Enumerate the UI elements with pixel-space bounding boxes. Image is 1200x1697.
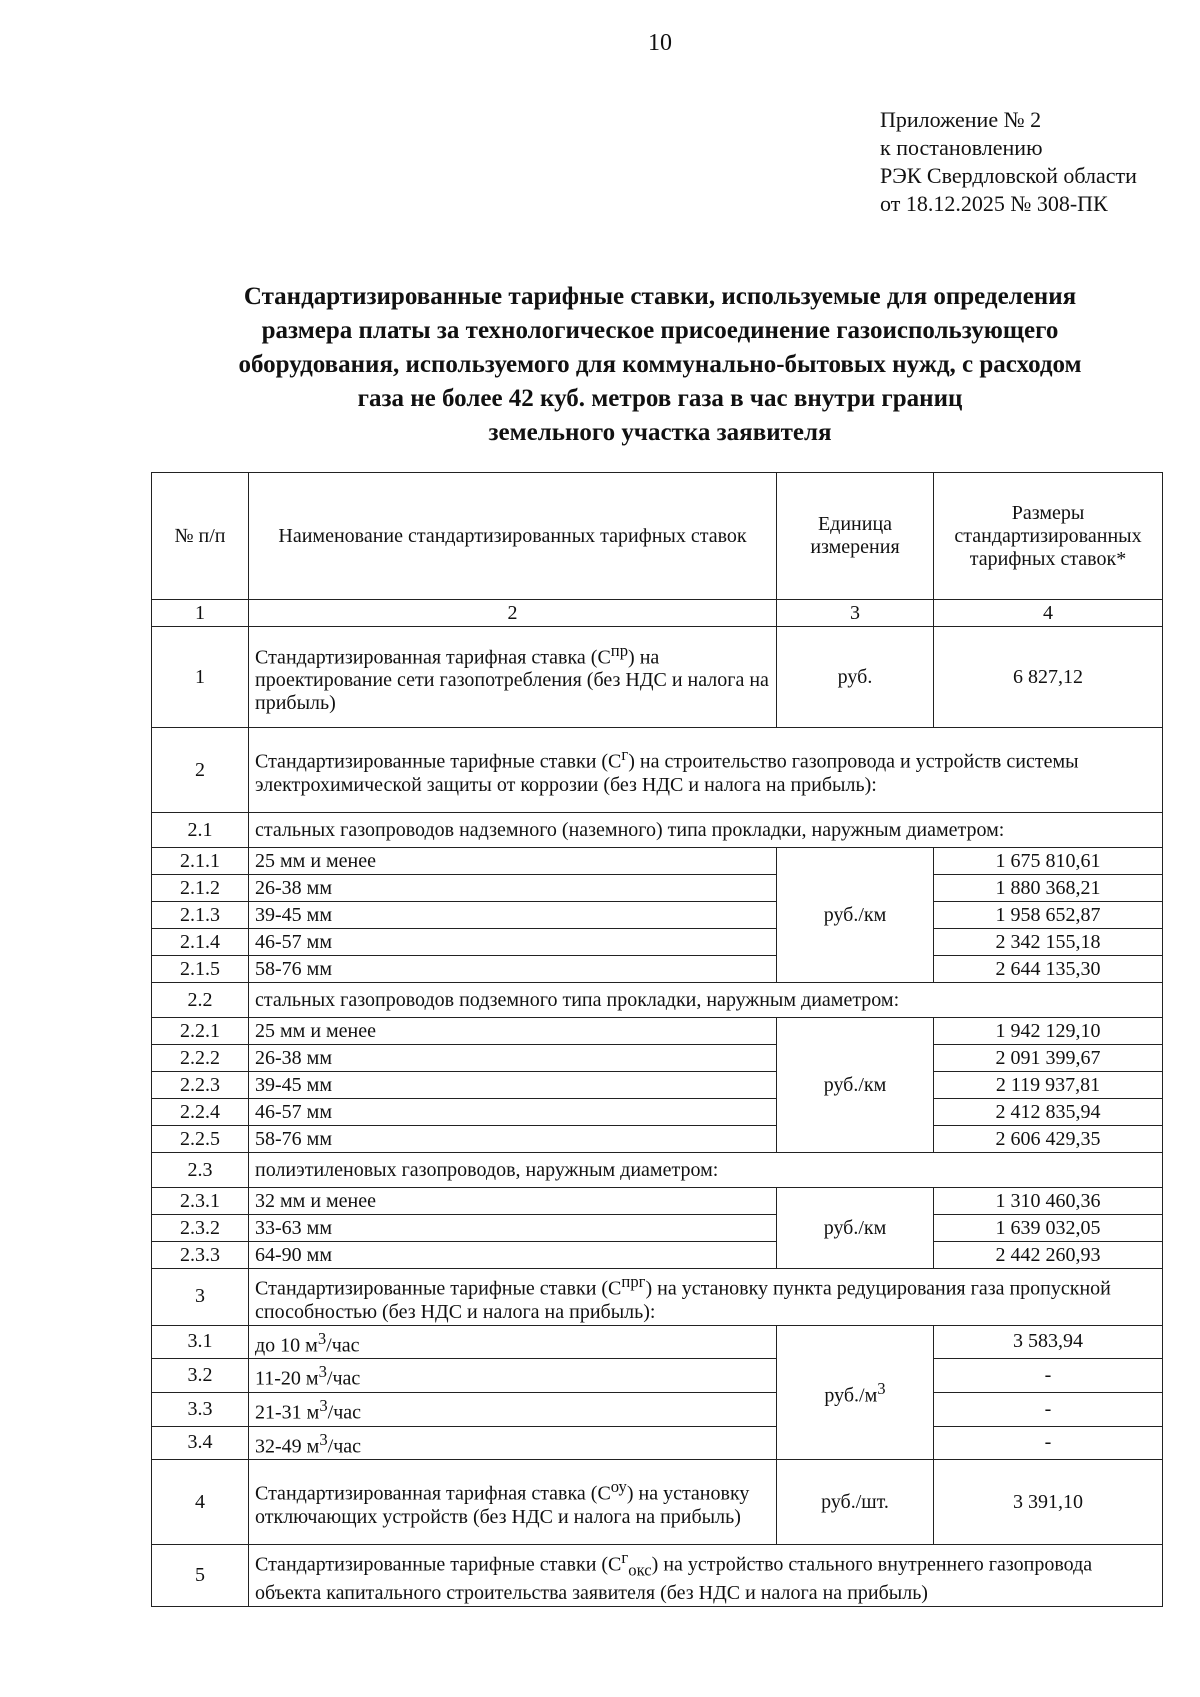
row-value: 2 412 835,94 [934, 1099, 1163, 1126]
row-num: 2.1.5 [152, 956, 249, 983]
title-line: размера платы за технологическое присоединение газоиспользующего [261, 317, 1059, 344]
row-name: Стандартизированные тарифные ставки $(С^г_{окс})$ на устройство стального внутреннего газопровода объекта капитального строительства заявителя (без НДС и налога на прибыль) [249, 1545, 1163, 1607]
row-value: 2 119 937,81 [934, 1072, 1163, 1099]
table-row [152, 875, 1163, 902]
row-value: 2 442 260,93 [934, 1242, 1163, 1269]
row-name: 11-20 $м^3$/час [249, 1359, 777, 1393]
row-name: стальных газопроводов надземного (наземного) типа прокладки, наружным диаметром: [249, 813, 1163, 848]
document-title [150, 280, 1170, 450]
group-unit: руб./км [777, 1018, 934, 1153]
row-name: 21-31 $м^3$/час [249, 1392, 777, 1426]
row-num: 2.1.3 [152, 902, 249, 929]
table-row [152, 1099, 1163, 1126]
header-num: № п/п [152, 473, 249, 600]
group-unit: руб./км [777, 848, 934, 983]
table-row [152, 902, 1163, 929]
table-row [152, 1460, 1163, 1545]
row-num: 2.1.4 [152, 929, 249, 956]
row-name: 58-76 мм [249, 1126, 777, 1153]
row-unit: руб./шт. [777, 1460, 934, 1545]
row-value: 6 827,12 [934, 627, 1163, 728]
row-value: - [934, 1359, 1163, 1393]
table-row [152, 1126, 1163, 1153]
row-num: 2.1.1 [152, 848, 249, 875]
row-num: 3 [152, 1269, 249, 1326]
row-unit: руб. [777, 627, 934, 728]
table-row [152, 627, 1163, 728]
title-line: Стандартизированные тарифные ставки, используемые для определения [243, 283, 1077, 310]
row-name: 25 мм и менее [249, 1018, 777, 1045]
column-number: 2 [249, 600, 777, 627]
row-num: 3.3 [152, 1392, 249, 1426]
row-name: 39-45 мм [249, 902, 777, 929]
row-name: 39-45 мм [249, 1072, 777, 1099]
group-unit: руб./км [777, 1188, 934, 1269]
table-row [152, 956, 1163, 983]
table-row [152, 1153, 1163, 1188]
row-num: 2.2.2 [152, 1045, 249, 1072]
row-value: 3 391,10 [934, 1460, 1163, 1545]
row-name: 46-57 мм [249, 1099, 777, 1126]
row-name: 64-90 мм [249, 1242, 777, 1269]
table-row [152, 1242, 1163, 1269]
table-row [152, 1018, 1163, 1045]
row-num: 2.2.4 [152, 1099, 249, 1126]
row-value: 1 310 460,36 [934, 1188, 1163, 1215]
row-name: Стандартизированные тарифные ставки $(С^{прг})$ на установку пункта редуцирования газа пропускной способностью (без НДС и налога на прибыль): [249, 1269, 1163, 1326]
row-value: 1 639 032,05 [934, 1215, 1163, 1242]
row-num: 2 [152, 728, 249, 813]
row-num: 2.2 [152, 983, 249, 1018]
row-name: Стандартизированная тарифная ставка $(С^{пр})$ на проектирование сети газопотребления (без НДС и налога на прибыль) [249, 627, 777, 728]
row-name: Стандартизированные тарифные ставки $(С^г)$ на строительство газопровода и устройств системы электрохимической защиты от коррозии (без НДС и налога на прибыль): [249, 728, 1163, 813]
row-num: 2.1.2 [152, 875, 249, 902]
row-value: 3 583,94 [934, 1325, 1163, 1359]
group-unit: $руб./м^3$ [777, 1325, 934, 1460]
row-name: Стандартизированная тарифная ставка $(С^{оу})$ на установку отключающих устройств (без НДС и налога на прибыль) [249, 1460, 777, 1545]
row-name: 25 мм и менее [249, 848, 777, 875]
row-name: 26-38 мм [249, 1045, 777, 1072]
table-row [152, 1269, 1163, 1326]
row-value: - [934, 1392, 1163, 1426]
row-name: 46-57 мм [249, 929, 777, 956]
row-name: 58-76 мм [249, 956, 777, 983]
row-value: 2 606 429,35 [934, 1126, 1163, 1153]
row-num: 2.3.1 [152, 1188, 249, 1215]
row-value: 1 880 368,21 [934, 875, 1163, 902]
row-num: 3.2 [152, 1359, 249, 1393]
title-line: газа не более 42 куб. метров газа в час внутри границ [357, 385, 963, 412]
row-name: стальных газопроводов подземного типа прокладки, наружным диаметром: [249, 983, 1163, 1018]
row-value: 2 342 155,18 [934, 929, 1163, 956]
column-number: 3 [777, 600, 934, 627]
table-row [152, 1545, 1163, 1607]
column-number: 1 [152, 600, 249, 627]
column-numbers-row [152, 600, 1163, 627]
table-row [152, 813, 1163, 848]
row-num: 2.3.3 [152, 1242, 249, 1269]
row-value: 2 091 399,67 [934, 1045, 1163, 1072]
row-num: 2.2.1 [152, 1018, 249, 1045]
row-num: 2.1 [152, 813, 249, 848]
header-unit: Единица измерения [777, 473, 934, 600]
appendix-reference [880, 106, 1137, 218]
row-name: 32-49 $м^3$/час [249, 1426, 777, 1460]
row-num: 2.3.2 [152, 1215, 249, 1242]
title-line: оборудования, используемого для коммунально-бытовых нужд, с расходом [238, 351, 1082, 378]
title-line: земельного участка заявителя [488, 419, 832, 446]
row-num: 3.1 [152, 1325, 249, 1359]
appendix-line: от 18.12.2025 № 308-ПК [880, 191, 1108, 216]
table-header-row [152, 473, 1163, 600]
row-name: до 10 $м^3$/час [249, 1325, 777, 1359]
row-value: 1 675 810,61 [934, 848, 1163, 875]
row-num: 1 [152, 627, 249, 728]
row-value: 1 942 129,10 [934, 1018, 1163, 1045]
table-row [152, 1215, 1163, 1242]
table-row [152, 929, 1163, 956]
row-name: 33-63 мм [249, 1215, 777, 1242]
header-name: Наименование стандартизированных тарифных ставок [249, 473, 777, 600]
row-value: 1 958 652,87 [934, 902, 1163, 929]
appendix-line: Приложение № 2 [880, 107, 1042, 132]
row-num: 2.3 [152, 1153, 249, 1188]
table-row [152, 1072, 1163, 1099]
row-num: 2.2.3 [152, 1072, 249, 1099]
row-value: - [934, 1426, 1163, 1460]
row-num: 2.2.5 [152, 1126, 249, 1153]
row-name: 32 мм и менее [249, 1188, 777, 1215]
table-row [152, 1188, 1163, 1215]
header-value: Размеры стандартизированных тарифных ставок* [934, 473, 1163, 600]
table-row [152, 1045, 1163, 1072]
tariff-table [151, 472, 1163, 1607]
table-row [152, 1392, 1163, 1426]
column-number: 4 [934, 600, 1163, 627]
table-row [152, 983, 1163, 1018]
row-num: 3.4 [152, 1426, 249, 1460]
row-name: 26-38 мм [249, 875, 777, 902]
table-row [152, 728, 1163, 813]
row-value: 2 644 135,30 [934, 956, 1163, 983]
row-num: 5 [152, 1545, 249, 1607]
table-row [152, 1325, 1163, 1359]
page-number: 10 [648, 30, 672, 56]
table-row [152, 848, 1163, 875]
appendix-line: к постановлению [880, 135, 1043, 160]
appendix-line: РЭК Свердловской области [880, 163, 1137, 188]
table-row [152, 1426, 1163, 1460]
table-row [152, 1359, 1163, 1393]
row-num: 4 [152, 1460, 249, 1545]
row-name: полиэтиленовых газопроводов, наружным диаметром: [249, 1153, 1163, 1188]
